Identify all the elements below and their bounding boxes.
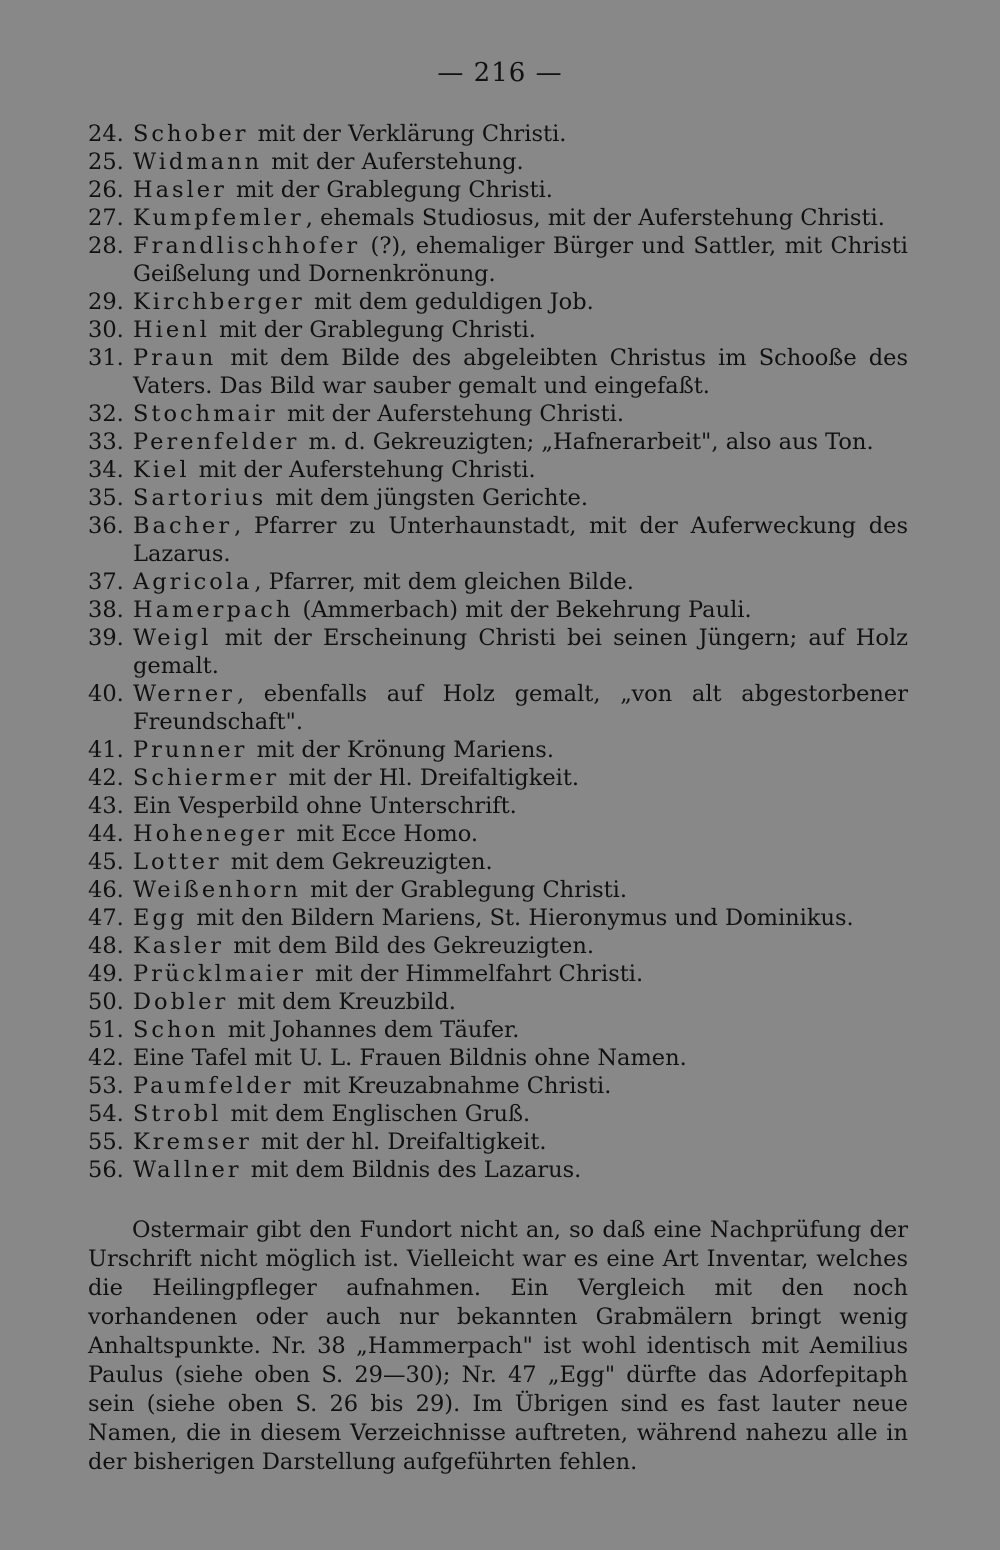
entry-name: Schon xyxy=(133,1017,219,1043)
entry-name: Weißenhorn xyxy=(133,877,301,903)
entry-name: Kiel xyxy=(133,457,190,483)
entry-text: mit Kreuzabnahme Christi. xyxy=(295,1073,612,1099)
list-item xyxy=(88,176,908,204)
list-item xyxy=(88,512,908,568)
list-item xyxy=(88,680,908,736)
entry-text: mit der Hl. Dreifaltigkeit. xyxy=(281,765,580,791)
entry-number: 30. xyxy=(88,317,124,343)
entry-number: 38. xyxy=(88,597,124,623)
list-item xyxy=(88,736,908,764)
entry-text: mit der Auferstehung Christi. xyxy=(279,401,624,427)
list-item xyxy=(88,400,908,428)
entry-number: 46. xyxy=(88,877,124,903)
entry-name: Hamerpach xyxy=(133,597,294,623)
list-item xyxy=(88,484,908,512)
entry-name: Schober xyxy=(133,121,249,147)
list-item xyxy=(88,932,908,960)
list-item xyxy=(88,1156,908,1184)
list-item xyxy=(88,596,908,624)
entry-text: mit Johannes dem Täufer. xyxy=(220,1017,520,1043)
entry-number: 27. xyxy=(88,205,124,231)
entry-text: mit dem Gekreuzigten. xyxy=(223,849,493,875)
entry-name: Bacher xyxy=(133,513,233,539)
entry-list xyxy=(88,120,908,1184)
entry-number: 36. xyxy=(88,513,124,539)
entry-name: Wallner xyxy=(133,1157,242,1183)
entry-text: mit Ecce Homo. xyxy=(289,821,479,847)
entry-number: 42. xyxy=(88,765,124,791)
entry-text: mit dem jüngsten Gerichte. xyxy=(268,485,589,511)
entry-text: mit dem Bild des Gekreuzigten. xyxy=(226,933,594,959)
entry-name: Prunner xyxy=(133,737,248,763)
list-item xyxy=(88,764,908,792)
list-item xyxy=(88,792,908,820)
list-item xyxy=(88,960,908,988)
entry-text: (Ammerbach) mit der Bekehrung Pauli. xyxy=(295,597,752,623)
entry-name: Werner xyxy=(133,681,235,707)
entry-text: mit der Erscheinung Christi bei seinen Jüngern; auf Holz gemalt. xyxy=(133,625,908,679)
entry-number: 55. xyxy=(88,1129,124,1155)
entry-name: Weigl xyxy=(133,625,212,651)
entry-number: 29. xyxy=(88,289,124,315)
entry-name: Stochmair xyxy=(133,401,278,427)
entry-number: 34. xyxy=(88,457,124,483)
entry-number: 33. xyxy=(88,429,124,455)
entry-name: Prücklmaier xyxy=(133,961,306,987)
entry-name: Sartorius xyxy=(133,485,267,511)
entry-text: mit der hl. Dreifaltigkeit. xyxy=(253,1129,547,1155)
entry-name: Hasler xyxy=(133,177,227,203)
entry-number: 42. xyxy=(88,1045,124,1071)
list-item xyxy=(88,624,908,680)
entry-name: Paumfelder xyxy=(133,1073,294,1099)
list-item xyxy=(88,120,908,148)
entry-number: 49. xyxy=(88,961,124,987)
entry-name: Widmann xyxy=(133,149,263,175)
entry-name: Lotter xyxy=(133,849,222,875)
entry-number: 56. xyxy=(88,1157,124,1183)
list-item xyxy=(88,232,908,288)
entry-number: 37. xyxy=(88,569,124,595)
entry-name: Hoheneger xyxy=(133,821,288,847)
entry-text: , Pfarrer, mit dem gleichen Bilde. xyxy=(254,569,634,595)
list-item xyxy=(88,988,908,1016)
list-item xyxy=(88,876,908,904)
entry-text: mit dem Kreuzbild. xyxy=(230,989,456,1015)
list-item xyxy=(88,1100,908,1128)
page-number: — 216 — xyxy=(437,58,563,88)
entry-text: mit den Bildern Mariens, St. Hieronymus und Dominikus. xyxy=(189,905,854,931)
list-item xyxy=(88,848,908,876)
list-item xyxy=(88,904,908,932)
entry-text: mit der Grablegung Christi. xyxy=(211,317,536,343)
entry-text: mit der Grablegung Christi. xyxy=(302,877,628,903)
entry-text: mit der Auferstehung. xyxy=(264,149,524,175)
list-item xyxy=(88,316,908,344)
entry-name: Kasler xyxy=(133,933,225,959)
list-item xyxy=(88,288,908,316)
list-item xyxy=(88,1128,908,1156)
entry-number: 43. xyxy=(88,793,124,819)
list-item xyxy=(88,1044,908,1072)
list-item xyxy=(88,428,908,456)
entry-text: mit der Grablegung Christi. xyxy=(228,177,553,203)
entry-number: 25. xyxy=(88,149,124,175)
entry-text: Eine Tafel mit U. L. Frauen Bildnis ohne Namen. xyxy=(133,1045,687,1071)
entry-name: Frandlischhofer xyxy=(133,233,361,259)
entry-text: mit dem Bilde des abgeleibten Christus im Schooße des Vaters. Das Bild war sauber gemalt und eingefaßt. xyxy=(133,345,908,399)
entry-text: mit der Krönung Mariens. xyxy=(249,737,555,763)
entry-name: Hienl xyxy=(133,317,210,343)
list-item xyxy=(88,820,908,848)
entry-text: , ehemals Studiosus, mit der Auferstehung Christi. xyxy=(305,205,885,231)
entry-text: mit der Auferstehung Christi. xyxy=(191,457,536,483)
list-item xyxy=(88,148,908,176)
entry-name: Perenfelder xyxy=(133,429,300,455)
entry-text: mit dem geduldigen Job. xyxy=(306,289,594,315)
entry-number: 44. xyxy=(88,821,124,847)
entry-number: 41. xyxy=(88,737,124,763)
entry-name: Kremser xyxy=(133,1129,252,1155)
entry-text: mit der Verklärung Christi. xyxy=(250,121,567,147)
entry-text: mit dem Bildnis des Lazarus. xyxy=(243,1157,582,1183)
entry-name: Egg xyxy=(133,905,188,931)
entry-number: 24. xyxy=(88,121,124,147)
list-item xyxy=(88,456,908,484)
entry-name: Schiermer xyxy=(133,765,280,791)
entry-number: 53. xyxy=(88,1073,124,1099)
entry-number: 28. xyxy=(88,233,124,259)
entry-number: 39. xyxy=(88,625,124,651)
list-item xyxy=(88,1016,908,1044)
entry-text: , Pfarrer zu Unterhaunstadt, mit der Auferweckung des Lazarus. xyxy=(133,513,908,567)
list-item xyxy=(88,204,908,232)
entry-name: Kumpfemler xyxy=(133,205,304,231)
list-item xyxy=(88,344,908,400)
body-paragraph: Ostermair gibt den Fundort nicht an, so daß eine Nachprüfung der Urschrift nicht möglich ist. Vielleicht war es eine Art Inventar, welches die Heilingpfleger aufnahmen. Ein Vergleich mit den noch vorhandenen oder auch nur bekannten Grabmälern bringt wenig Anhaltspunkte. Nr. 38 „Hammerpach" ist wohl identisch mit Aemilius Paulus (siehe oben S. 29—30); Nr. 47 „Egg" dürfte das Adorfepitaph sein (siehe oben S. 26 bis 29). Im Übrigen sind es fast lauter neue Namen, die in diesem Verzeichnisse auftreten, während nahezu alle in der bisherigen Darstellung aufgeführten fehlen. xyxy=(88,1217,908,1475)
entry-text: m. d. Gekreuzigten; „Hafnerarbeit", also aus Ton. xyxy=(301,429,874,455)
entry-number: 47. xyxy=(88,905,124,931)
entry-number: 26. xyxy=(88,177,124,203)
entry-number: 35. xyxy=(88,485,124,511)
entry-number: 50. xyxy=(88,989,124,1015)
entry-text: (?), ehemaliger Bürger und Sattler, mit Christi Geißelung und Dornenkrönung. xyxy=(133,233,908,287)
entry-number: 45. xyxy=(88,849,124,875)
entry-name: Strobl xyxy=(133,1101,222,1127)
entry-text: , ebenfalls auf Holz gemalt, „von alt abgestorbener Freundschaft". xyxy=(133,681,908,735)
list-item xyxy=(88,568,908,596)
entry-text: Ein Vesperbild ohne Unterschrift. xyxy=(133,793,517,819)
entry-name: Agricola xyxy=(133,569,253,595)
entry-number: 31. xyxy=(88,345,124,371)
entry-name: Kirchberger xyxy=(133,289,305,315)
entry-number: 40. xyxy=(88,681,124,707)
entry-number: 32. xyxy=(88,401,124,427)
entry-number: 51. xyxy=(88,1017,124,1043)
entry-name: Dobler xyxy=(133,989,229,1015)
entry-text: mit dem Englischen Gruß. xyxy=(223,1101,531,1127)
entry-number: 54. xyxy=(88,1101,124,1127)
entry-text: mit der Himmelfahrt Christi. xyxy=(307,961,644,987)
entry-name: Praun xyxy=(133,345,217,371)
list-item xyxy=(88,1072,908,1100)
entry-number: 48. xyxy=(88,933,124,959)
